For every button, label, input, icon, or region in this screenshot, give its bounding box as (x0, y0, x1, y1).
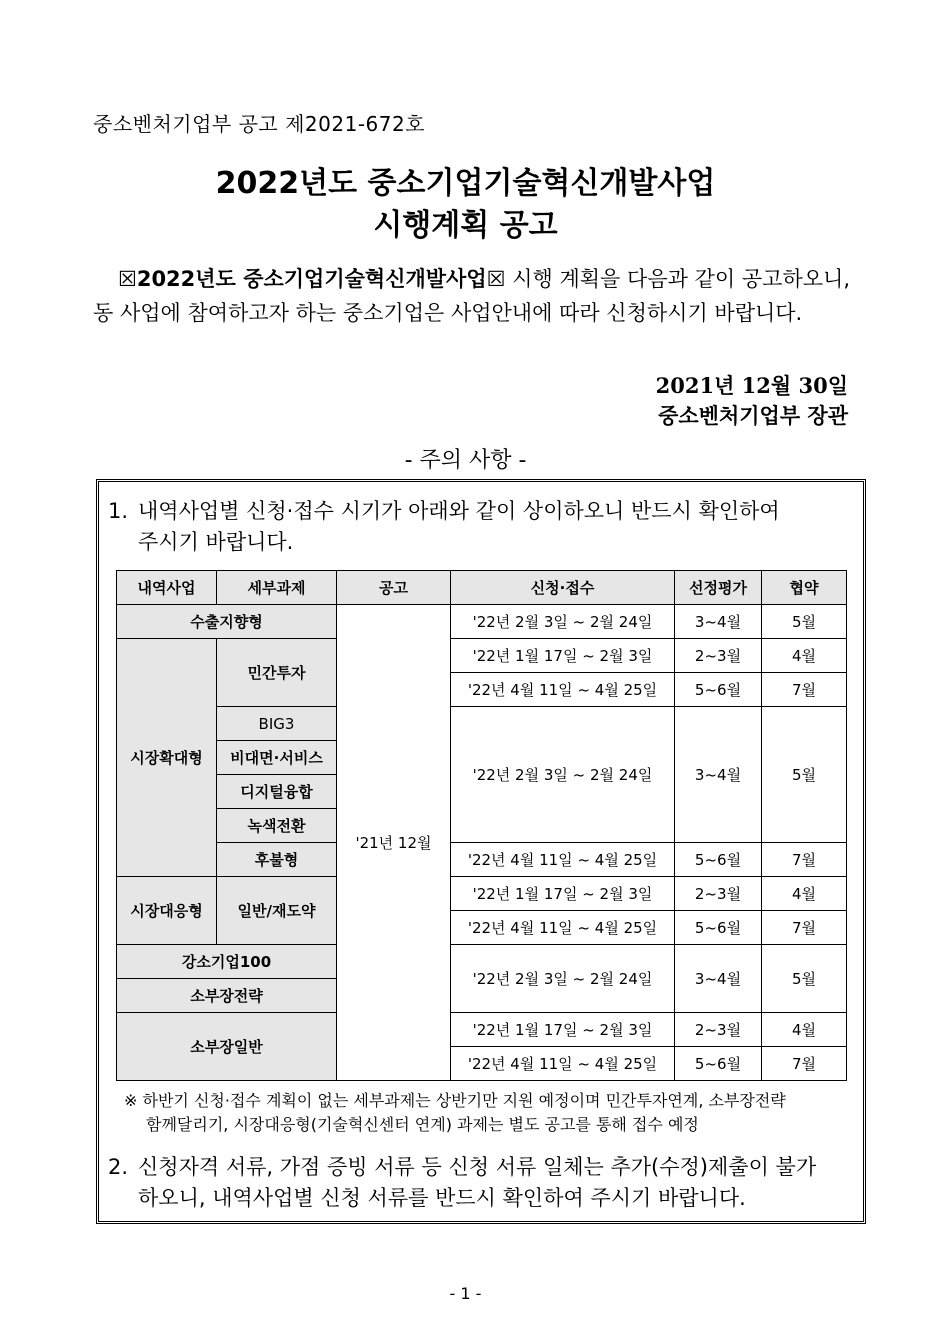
page-number: - 1 - (449, 1284, 482, 1303)
agreement-cell: 7월 (762, 1047, 847, 1081)
table-row (117, 843, 847, 877)
announcement-cell: '21년 12월 (337, 605, 451, 1081)
table-row (117, 945, 847, 979)
schedule-table (116, 570, 847, 1081)
period-cell: '22년 4월 11일 ~ 4월 25일 (451, 673, 675, 707)
program-cell: 시장대응형 (117, 877, 217, 945)
item-text: 내역사업별 신청·접수 시기가 아래와 같이 상이하오니 반드시 확인하여 (138, 499, 780, 523)
eval-cell: 2~3월 (675, 877, 762, 911)
intro-paragraph (93, 262, 850, 330)
eval-cell: 2~3월 (675, 1013, 762, 1047)
subtask-cell: 비대면·서비스 (217, 741, 337, 775)
period-cell: '22년 1월 17일 ~ 2월 3일 (451, 877, 675, 911)
agreement-cell: 5월 (762, 605, 847, 639)
caution-title: - 주의 사항 - (404, 448, 527, 473)
column-header: 세부과제 (217, 571, 337, 605)
subtask-cell: 녹색전환 (217, 809, 337, 843)
subtask-cell: 디지털융합 (217, 775, 337, 809)
page-subtitle: 시행계획 공고 (373, 208, 558, 243)
subtask-cell: BIG3 (217, 707, 337, 741)
footnote-line: ※ 하반기 신청·접수 계획이 없는 세부과제는 상반기만 지원 예정이며 민간투자연계, 소부장전략 (124, 1091, 786, 1110)
period-cell: '22년 1월 17일 ~ 2월 3일 (451, 1013, 675, 1047)
period-cell: '22년 4월 11일 ~ 4월 25일 (451, 1047, 675, 1081)
issue-date: 2021년 12월 30일 (655, 373, 848, 398)
table-row (117, 877, 847, 911)
agreement-cell: 4월 (762, 639, 847, 673)
program-cell: 시장확대형 (117, 639, 217, 877)
checkbox-mark-icon: ☒ (118, 267, 137, 291)
program-name: 2022년도 중소기업기술혁신개발사업 (136, 267, 487, 291)
period-cell: '22년 4월 11일 ~ 4월 25일 (451, 911, 675, 945)
intro-text: 시행 계획을 다음과 같이 공고하오니, 동 사업에 참여하고자 하는 중소기업은 사업안내에 따라 신청하시기 바랍니다. (93, 267, 851, 325)
item-number: 2. (108, 1155, 129, 1179)
item-text: 신청자격 서류, 가점 증빙 서류 등 신청 서류 일체는 추가(수정)제출이 불가 (138, 1155, 817, 1179)
program-cell: 소부장전략 (117, 979, 337, 1013)
caution-item-2 (108, 1152, 860, 1214)
program-cell: 소부장일반 (117, 1013, 337, 1081)
eval-cell: 2~3월 (675, 639, 762, 673)
eval-cell: 3~4월 (675, 605, 762, 639)
period-cell: '22년 2월 3일 ~ 2월 24일 (451, 605, 675, 639)
agreement-cell: 4월 (762, 1013, 847, 1047)
agreement-cell: 5월 (762, 945, 847, 1013)
period-cell: '22년 4월 11일 ~ 4월 25일 (451, 843, 675, 877)
subtask-cell: 일반/재도약 (217, 877, 337, 945)
table-row (117, 605, 847, 639)
column-header: 선정평가 (675, 571, 762, 605)
item-number: 1. (108, 499, 129, 523)
notice-number: 중소벤처기업부 공고 제2021-672호 (93, 112, 426, 136)
program-cell: 수출지향형 (117, 605, 337, 639)
subtask-cell: 민간투자 (217, 639, 337, 707)
subtask-cell: 후불형 (217, 843, 337, 877)
footnote (124, 1089, 860, 1137)
table-row (117, 707, 847, 741)
period-cell: '22년 1월 17일 ~ 2월 3일 (451, 639, 675, 673)
footnote-line: 함께달리기, 시장대응형(기술혁신센터 연계) 과제는 별도 공고를 통해 접수 예정 (146, 1115, 699, 1134)
item-text: 주시기 바랍니다. (138, 530, 294, 554)
table-row (117, 1013, 847, 1047)
agreement-cell: 5월 (762, 707, 847, 843)
eval-cell: 3~4월 (675, 945, 762, 1013)
eval-cell: 5~6월 (675, 673, 762, 707)
agreement-cell: 7월 (762, 843, 847, 877)
period-cell: '22년 2월 3일 ~ 2월 24일 (451, 945, 675, 1013)
column-header: 협약 (762, 571, 847, 605)
eval-cell: 3~4월 (675, 707, 762, 843)
item-text: 하오니, 내역사업별 신청 서류를 반드시 확인하여 주시기 바랍니다. (138, 1186, 746, 1210)
column-header: 내역사업 (117, 571, 217, 605)
issuer: 중소벤처기업부 장관 (658, 404, 848, 428)
eval-cell: 5~6월 (675, 911, 762, 945)
eval-cell: 5~6월 (675, 1047, 762, 1081)
eval-cell: 5~6월 (675, 843, 762, 877)
column-header: 공고 (337, 571, 451, 605)
period-cell: '22년 2월 3일 ~ 2월 24일 (451, 707, 675, 843)
agreement-cell: 7월 (762, 911, 847, 945)
agreement-cell: 4월 (762, 877, 847, 911)
caution-item-1 (108, 496, 860, 558)
program-cell: 강소기업100 (117, 945, 337, 979)
checkbox-mark-icon: ☒ (486, 267, 506, 291)
page-title: 2022년도 중소기업기술혁신개발사업 (215, 166, 716, 201)
column-header: 신청·접수 (451, 571, 675, 605)
table-header-row (117, 571, 847, 605)
agreement-cell: 7월 (762, 673, 847, 707)
table-row (117, 639, 847, 673)
